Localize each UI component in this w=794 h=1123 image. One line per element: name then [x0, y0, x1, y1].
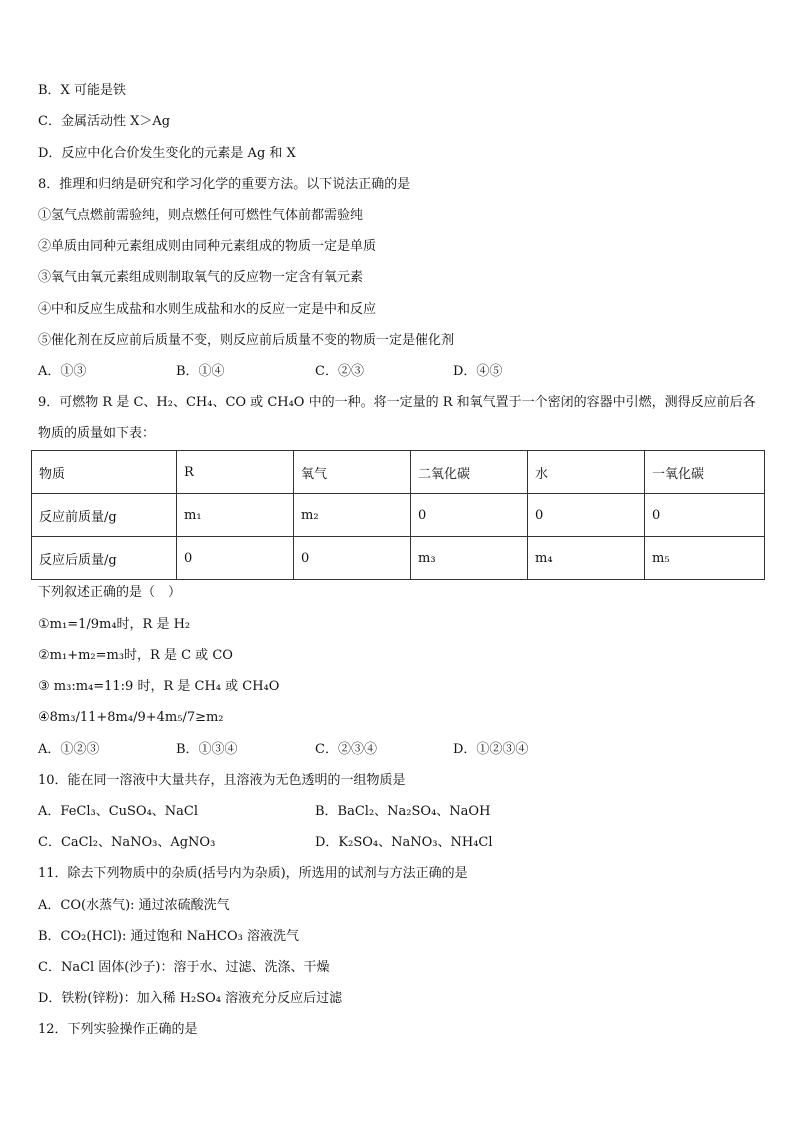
table-header-cell: 氧气	[294, 451, 411, 494]
table-header-cell: 一氧化碳	[645, 451, 765, 494]
q9-statement-1: ①m₁=1/9m₄时，R 是 H₂	[38, 617, 191, 632]
q8-statement-1: ①氢气点燃前需验纯，则点燃任何可燃性气体前都需验纯	[38, 208, 364, 223]
q9-prompt: 下列叙述正确的是（ ）	[38, 585, 182, 600]
q8-stem: 8．推理和归纳是研究和学习化学的重要方法。以下说法正确的是	[38, 177, 411, 192]
q8-statement-5: ⑤催化剂在反应前后质量不变，则反应前后质量不变的物质一定是催化剂	[38, 333, 455, 348]
q11-stem: 11．除去下列物质中的杂质(括号内为杂质)，所选用的试剂与方法正确的是	[38, 866, 468, 881]
table-row	[32, 494, 765, 537]
q8-option-c: C．②③	[315, 364, 364, 379]
q8-statement-2: ②单质由同种元素组成则由同种元素组成的物质一定是单质	[38, 239, 377, 254]
prev-option-b: B．X 可能是铁	[38, 83, 126, 98]
q9-option-d: D．①②③④	[453, 742, 529, 757]
q11-option-d: D．铁粉(锌粉)：加入稀 H₂SO₄ 溶液充分反应后过滤	[38, 991, 343, 1006]
q8-option-a: A．①③	[38, 364, 87, 379]
q10-stem: 10．能在同一溶液中大量共存，且溶液为无色透明的一组物质是	[38, 773, 406, 788]
q9-statement-4: ④8m₃/11+8m₄/9+4m₅/7≥m₂	[38, 710, 224, 725]
q10-option-c: C．CaCl₂、NaNO₃、AgNO₃	[38, 835, 216, 850]
q9-stem-line-2: 物质的质量如下表：	[38, 426, 156, 441]
q8-option-b: B．①④	[176, 364, 225, 379]
table-header-cell: 水	[528, 451, 645, 494]
q9-statement-2: ②m₁+m₂=m₃时，R 是 C 或 CO	[38, 648, 233, 663]
q8-statement-3: ③氧气由氧元素组成则制取氧气的反应物一定含有氧元素	[38, 270, 364, 285]
q10-option-a: A．FeCl₃、CuSO₄、NaCl	[38, 804, 199, 819]
table-cell: m₃	[411, 537, 528, 580]
q8-option-d: D．④⑤	[453, 364, 503, 379]
q11-option-c: C．NaCl 固体(沙子)：溶于水、过滤、洗涤、干燥	[38, 960, 330, 975]
q11-option-a: A．CO(水蒸气): 通过浓硫酸洗气	[38, 898, 230, 913]
q10-option-b: B．BaCl₂、Na₂SO₄、NaOH	[315, 804, 491, 819]
table-cell: m₄	[528, 537, 645, 580]
q11-option-b: B．CO₂(HCl): 通过饱和 NaHCO₃ 溶液洗气	[38, 929, 300, 944]
q10-option-d: D．K₂SO₄、NaNO₃、NH₄Cl	[315, 835, 493, 850]
table-header-cell: R	[177, 451, 294, 494]
q9-option-b: B．①③④	[176, 742, 238, 757]
q9-option-a: A．①②③	[38, 742, 100, 757]
q9-statement-3: ③ m₃:m₄=11:9 时，R 是 CH₄ 或 CH₄O	[38, 679, 280, 694]
q9-mass-table	[31, 450, 765, 580]
table-cell: 0	[528, 494, 645, 537]
table-cell: 反应前质量/g	[32, 494, 177, 537]
table-row	[32, 537, 765, 580]
table-header-cell: 二氧化碳	[411, 451, 528, 494]
prev-option-d: D．反应中化合价发生变化的元素是 Ag 和 X	[38, 146, 296, 161]
q12-stem: 12．下列实验操作正确的是	[38, 1022, 198, 1037]
table-cell: m₂	[294, 494, 411, 537]
table-cell: 0	[177, 537, 294, 580]
table-cell: 0	[411, 494, 528, 537]
q9-stem-line-1: 9．可燃物 R 是 C、H₂、CH₄、CO 或 CH₄O 中的一种。将一定量的 R 和氧气置于一个密闭的容器中引燃，测得反应前后各	[38, 395, 756, 410]
q8-statement-4: ④中和反应生成盐和水则生成盐和水的反应一定是中和反应	[38, 302, 377, 317]
table-header-row	[32, 451, 765, 494]
table-cell: 0	[645, 494, 765, 537]
q9-option-c: C．②③④	[315, 742, 377, 757]
prev-option-c: C．金属活动性 X＞Ag	[38, 114, 171, 129]
table-header-cell: 物质	[32, 451, 177, 494]
table-cell: 反应后质量/g	[32, 537, 177, 580]
table-cell: 0	[294, 537, 411, 580]
table-cell: m₁	[177, 494, 294, 537]
table-cell: m₅	[645, 537, 765, 580]
